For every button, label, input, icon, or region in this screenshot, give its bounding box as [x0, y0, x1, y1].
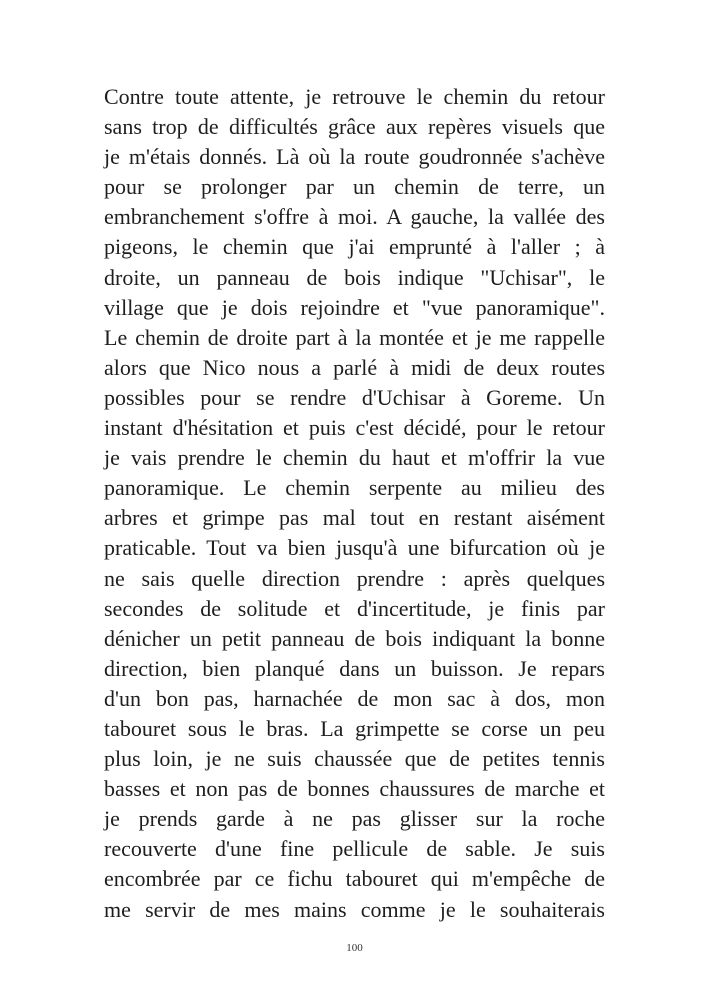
text-line: possibles pour se rendre d'Uchisar à Goreme. Un — [104, 384, 605, 410]
text-line: direction, bien planqué dans un buisson. Je repars — [104, 655, 605, 681]
page-number: 100 — [346, 942, 363, 954]
text-line: encombrée par ce fichu tabouret qui m'empêche de — [104, 866, 605, 892]
text-line: pour se prolonger par un chemin de terre, un — [104, 174, 605, 200]
text-line: recouverte d'une fine pellicule de sable. Je suis — [104, 836, 605, 862]
text-line: secondes de solitude et d'incertitude, je finis par — [104, 595, 605, 621]
text-line: droite, un panneau de bois indique "Uchisar", le — [104, 264, 605, 290]
text-line: embranchement s'offre à moi. A gauche, la vallée des — [104, 204, 605, 230]
text-line: pigeons, le chemin que j'ai emprunté à l'aller ; à — [104, 234, 605, 260]
text-line: ne sais quelle direction prendre : après quelques — [104, 565, 605, 591]
text-line: tabouret sous le bras. La grimpette se corse un peu — [104, 715, 605, 741]
text-line: sans trop de difficultés grâce aux repères visuels que — [104, 114, 605, 140]
text-line: village que je dois rejoindre et "vue panoramique". — [104, 294, 605, 320]
text-line: arbres et grimpe pas mal tout en restant aisément — [104, 505, 605, 531]
text-line: je m'étais donnés. Là où la route goudronnée s'achève — [104, 144, 605, 170]
text-line: plus loin, je ne suis chaussée que de petites tennis — [104, 746, 605, 772]
text-line: dénicher un petit panneau de bois indiquant la bonne — [104, 625, 605, 651]
text-line: alors que Nico nous a parlé à midi de deux routes — [104, 354, 605, 380]
body-text — [104, 82, 605, 925]
text-line: je vais prendre le chemin du haut et m'offrir la vue — [104, 445, 605, 471]
text-line: d'un bon pas, harnachée de mon sac à dos, mon — [104, 685, 605, 711]
text-line: basses et non pas de bonnes chaussures de marche et — [104, 776, 605, 802]
text-line: instant d'hésitation et puis c'est décidé, pour le retour — [104, 415, 605, 441]
text-line: praticable. Tout va bien jusqu'à une bifurcation où je — [104, 535, 605, 561]
text-line: je prends garde à ne pas glisser sur la roche — [104, 806, 605, 832]
text-line: Le chemin de droite part à la montée et je me rappelle — [104, 324, 605, 350]
text-line: Contre toute attente, je retrouve le chemin du retour — [104, 84, 605, 109]
text-line: me servir de mes mains comme je le souhaiterais — [104, 896, 605, 922]
text-line: panoramique. Le chemin serpente au milieu des — [104, 475, 605, 501]
